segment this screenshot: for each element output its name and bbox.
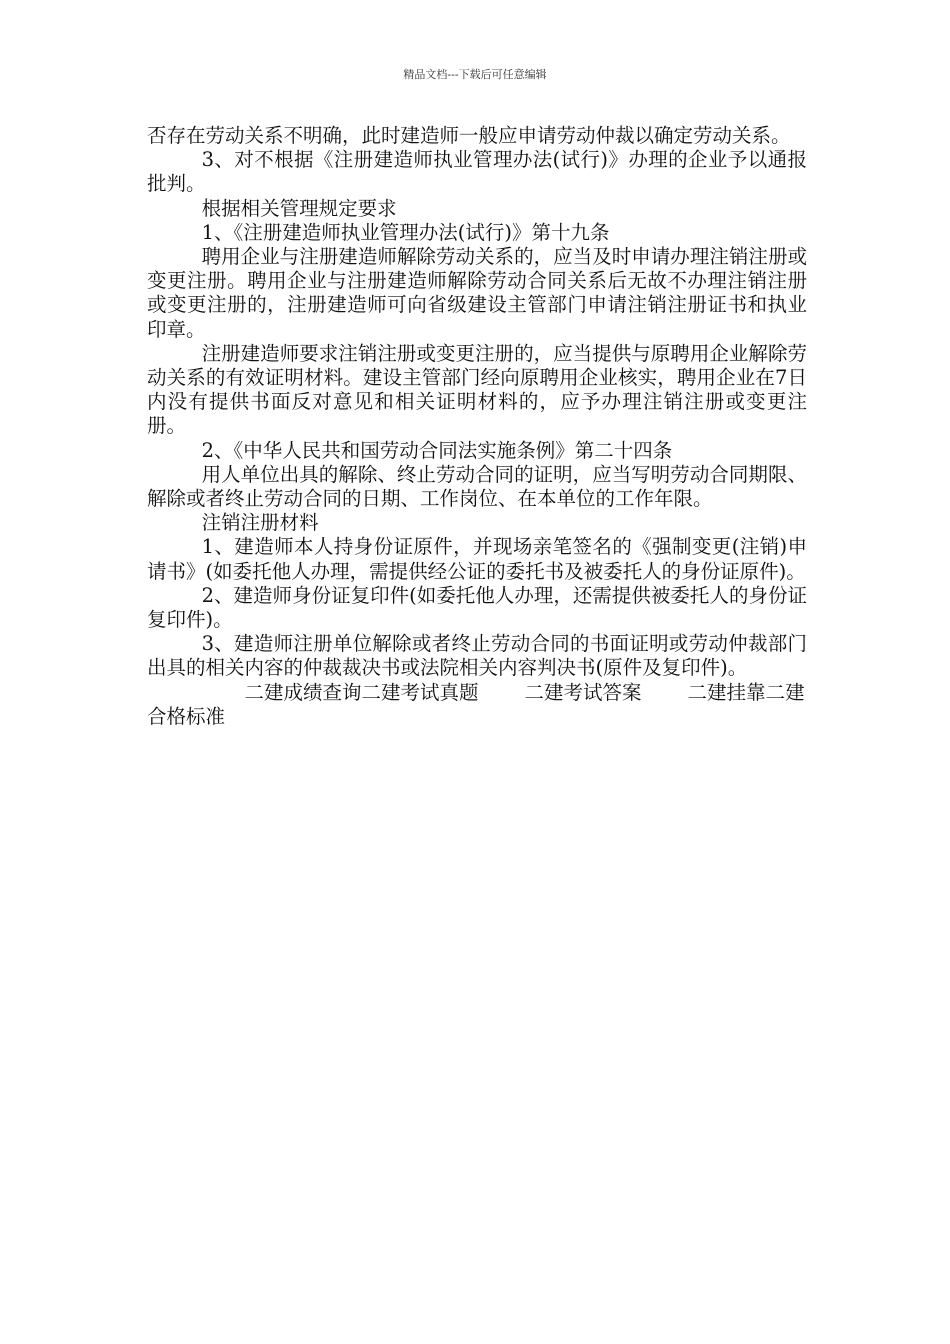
footer-link-standard[interactable]: 二建合格标准 <box>147 680 805 728</box>
page-header: 精品文档---下载后可任意编辑 <box>403 68 547 81</box>
footer-link-exam[interactable]: 二建考试真题 <box>361 680 479 704</box>
paragraph-6: 注册建造师要求注销注册或变更注册的，应当提供与原聘用企业解除劳动关系的有效证明材料。建设主管部门经向原聘用企业核实，聘用企业在7日内没有提供书面反对意见和相关证明材料的，应予办理注销注册或变更注册。 <box>147 341 807 438</box>
paragraph-8: 用人单位出具的解除、终止劳动合同的证明，应当写明劳动合同期限、解除或者终止劳动合同的日期、工作岗位、在本单位的工作年限。 <box>147 462 807 511</box>
paragraph-2: 3、对不根据《注册建造师执业管理办法(试行)》办理的企业予以通报批判。 <box>147 148 807 196</box>
footer-links <box>147 681 807 729</box>
paragraph-12: 3、建造师注册单位解除或者终止劳动合同的书面证明或劳动仲裁部门出具的相关内容的仲裁裁决书或法院相关内容判决书(原件及复印件)。 <box>147 632 807 680</box>
paragraph-5: 聘用企业与注册建造师解除劳动关系的，应当及时申请办理注销注册或变更注册。聘用企业与注册建造师解除劳动合同关系后无故不办理注销注册或变更注册的，注册建造师可向省级建设主管部门申请注销注册证书和执业印章。 <box>147 245 807 341</box>
footer-link-score[interactable]: 二建成绩查询 <box>244 680 362 704</box>
paragraph-9: 注销注册材料 <box>201 511 319 535</box>
footer-link-answers[interactable]: 二建考试答案 <box>524 680 642 704</box>
paragraph-4: 1、《注册建造师执业管理办法(试行)》第十九条 <box>201 220 610 244</box>
paragraph-1: 否存在劳动关系不明确，此时建造师一般应申请劳动仲裁以确定劳动关系。 <box>147 124 791 147</box>
paragraph-7: 2、《中华人民共和国劳动合同法实施条例》第二十四条 <box>201 438 673 462</box>
paragraph-11: 2、建造师身份证复印件(如委托他人办理，还需提供被委托人的身份证复印件)。 <box>147 583 807 632</box>
paragraph-10: 1、建造师本人持身份证原件，并现场亲笔签名的《强制变更(注销)申请书》(如委托他人办理，需提供经公证的委托书及被委托人的身份证原件)。 <box>147 535 807 583</box>
document-body <box>147 124 807 729</box>
footer-link-affiliation[interactable]: 二建挂靠 <box>687 680 766 704</box>
paragraph-3: 根据相关管理规定要求 <box>201 196 397 220</box>
